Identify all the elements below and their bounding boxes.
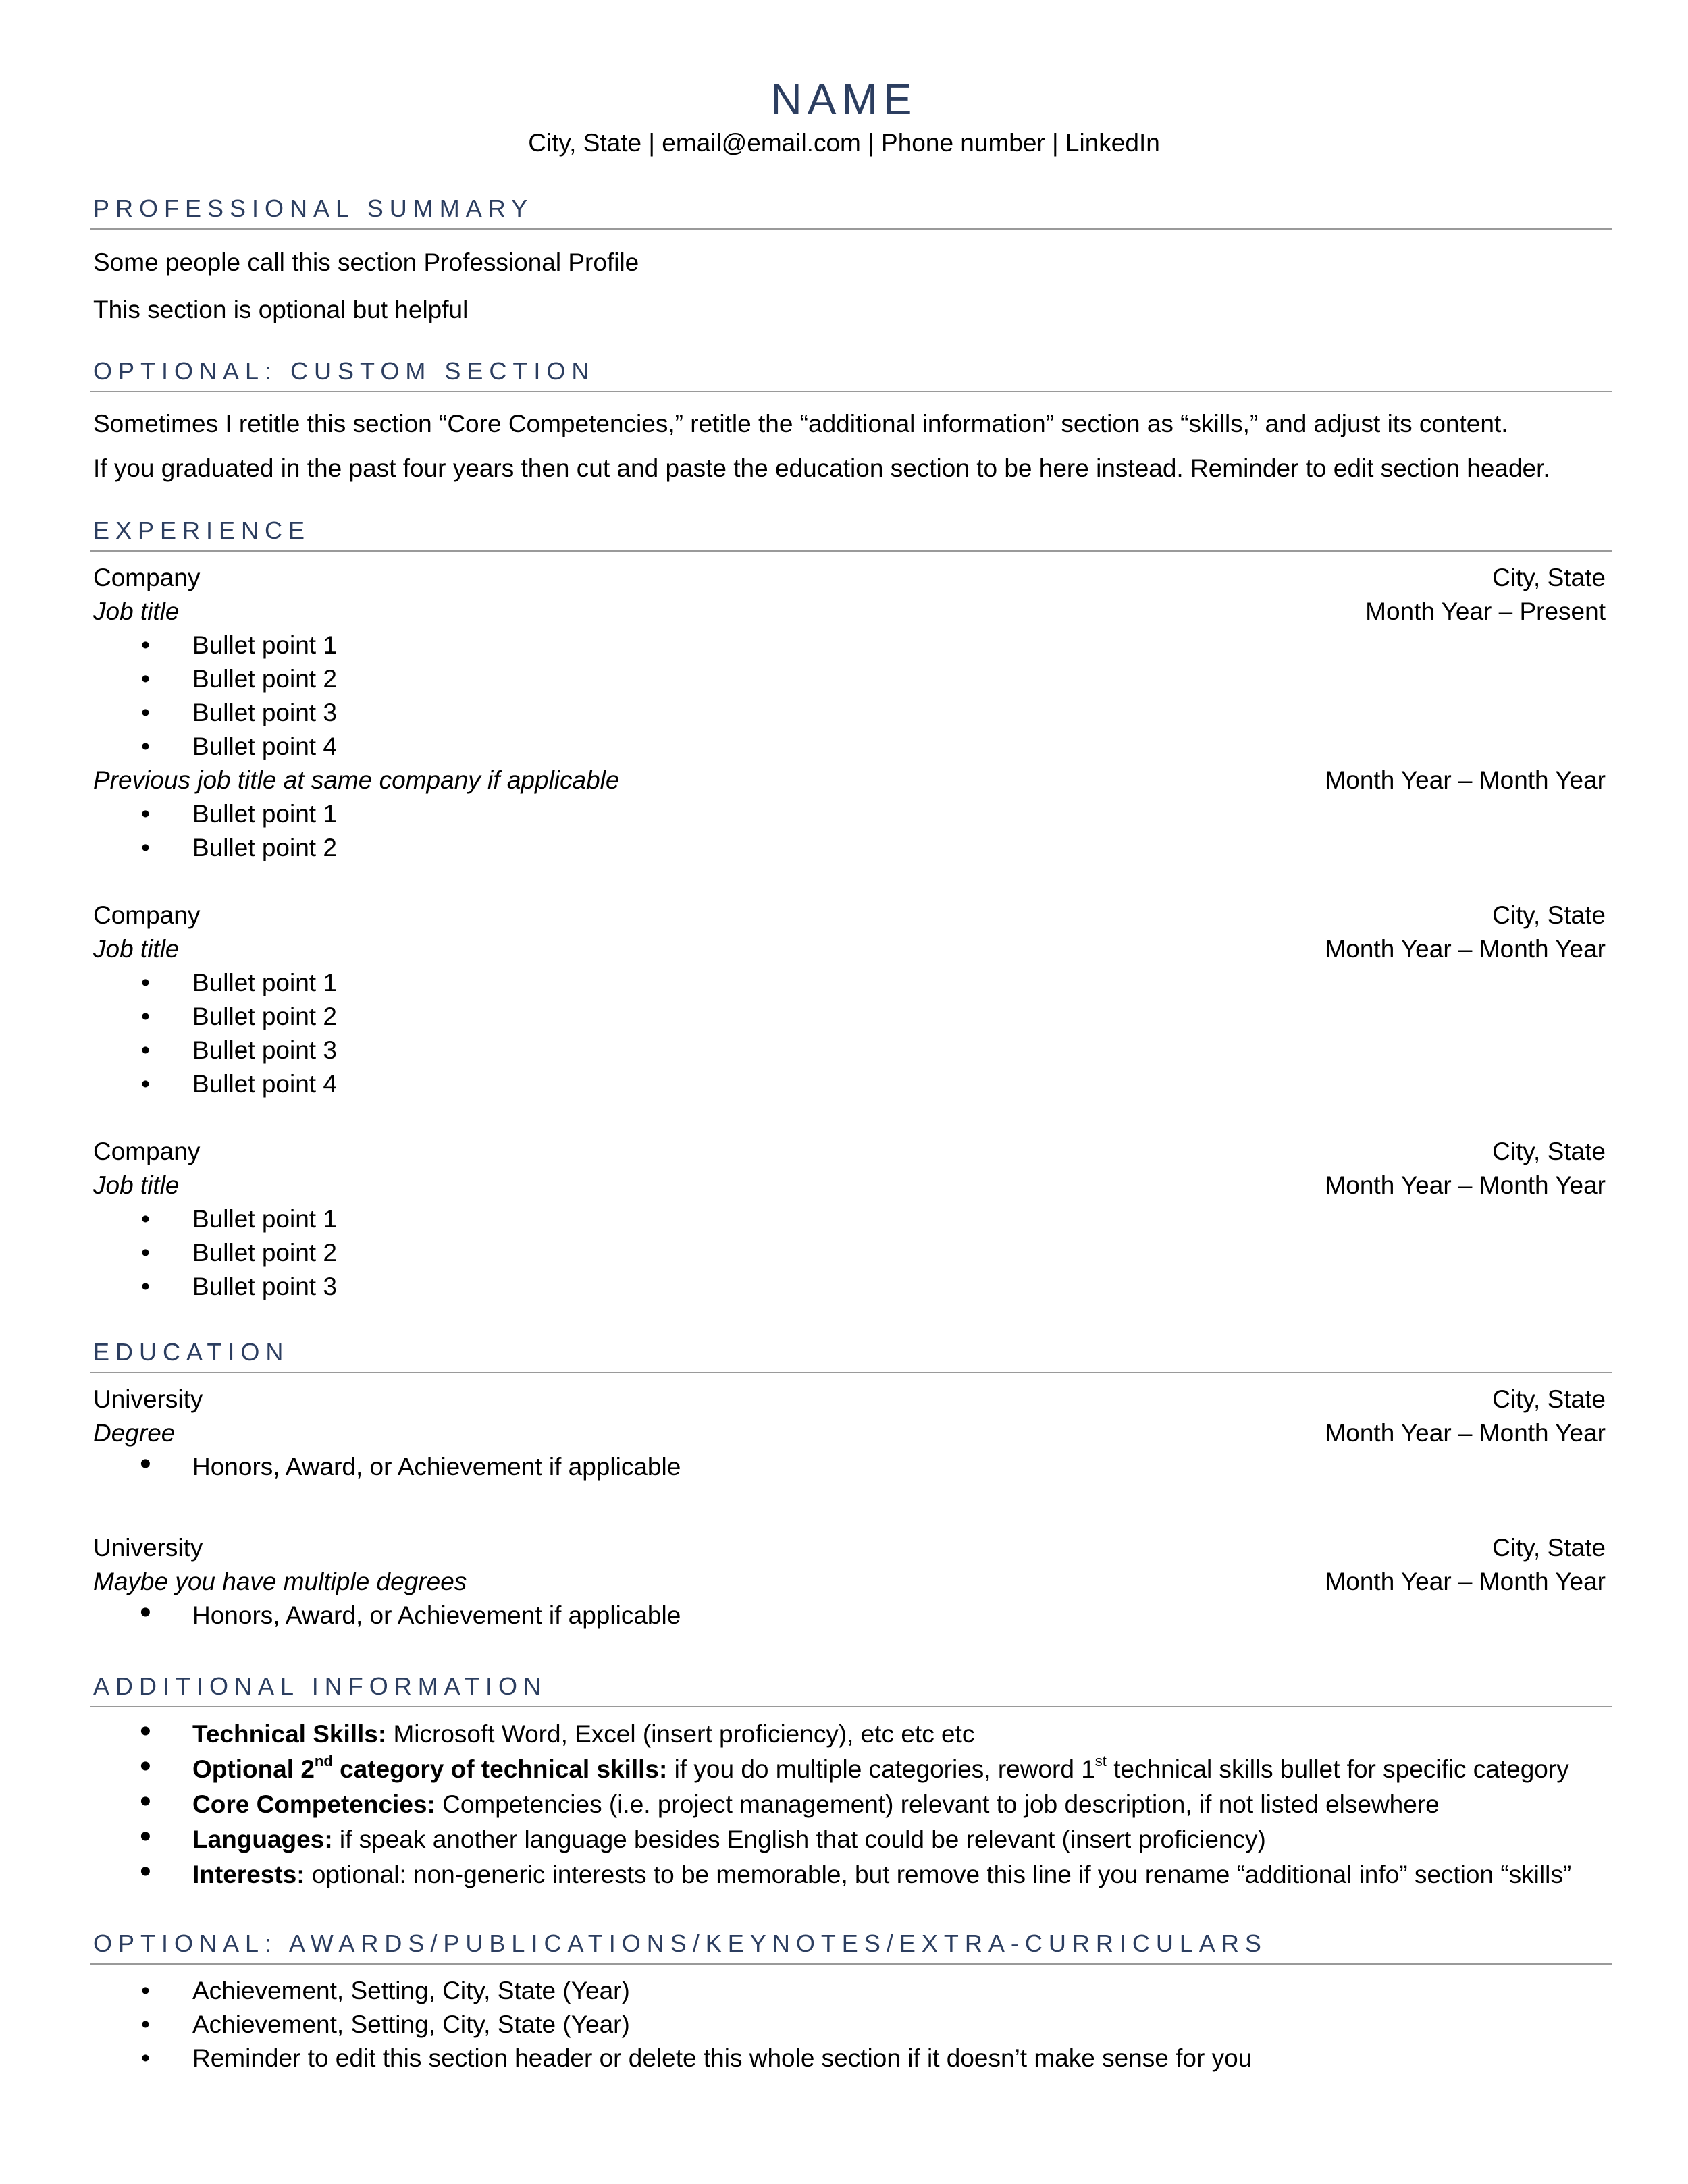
item-text: optional: non-generic interests to be memorable, but remove this line if you rename “additional info” section “skills” <box>305 1861 1572 1888</box>
section-heading: EXPERIENCE <box>90 516 1612 552</box>
section-heading: ADDITIONAL INFORMATION <box>90 1672 1612 1707</box>
degree: Maybe you have multiple degrees <box>93 1568 467 1595</box>
job-location: City, State <box>1492 1138 1606 1165</box>
bullet-item: • Bullet point 3 <box>90 1034 1612 1067</box>
bullet-item: • Bullet point 2 <box>90 662 1612 696</box>
summary-line: Some people call this section Professional Profile <box>93 248 639 276</box>
job-dates: Month Year – Month Year <box>1325 935 1606 963</box>
bullet-list <box>90 1599 1612 1632</box>
company-name: Company <box>93 564 201 591</box>
job-header-row <box>90 899 1612 932</box>
bullet-item <box>90 1787 1612 1822</box>
contact-line: City, State | email@email.com | Phone number | LinkedIn <box>528 129 1160 157</box>
bullet-item: • Bullet point 1 <box>90 629 1612 662</box>
education-dates: Month Year – Month Year <box>1325 1568 1606 1595</box>
job-location: City, State <box>1492 564 1606 591</box>
job-dates: Month Year – Month Year <box>1325 1171 1606 1199</box>
bullet-item <box>90 1752 1612 1787</box>
bullet-item: • Honors, Award, or Achievement if applicable <box>90 1450 1612 1484</box>
summary-line: This section is optional but helpful <box>93 296 469 323</box>
custom-line: If you graduated in the past four years then cut and paste the education section to be here instead. Reminder to edit section header. <box>93 454 1550 482</box>
bullet-item: • Bullet point 1 <box>90 1202 1612 1236</box>
section-custom <box>90 357 1612 491</box>
section-heading: OPTIONAL: CUSTOM SECTION <box>90 357 1612 392</box>
degree-row <box>90 1565 1612 1599</box>
job-title: Job title <box>93 935 180 963</box>
bullet-item: • Bullet point 2 <box>90 1000 1612 1034</box>
bullet-item: • Bullet point 2 <box>90 831 1612 865</box>
school-header-row <box>90 1383 1612 1416</box>
section-awards <box>90 1929 1612 2075</box>
section-education <box>90 1338 1612 1632</box>
bullet-item: • Achievement, Setting, City, State (Year) <box>90 2008 1612 2042</box>
section-experience <box>90 516 1612 1304</box>
bullet-item: • Bullet point 1 <box>90 797 1612 831</box>
bullet-item: • Bullet point 3 <box>90 696 1612 730</box>
section-professional-summary <box>90 194 1612 334</box>
bullet-list <box>90 966 1612 1101</box>
job-entry <box>90 1135 1612 1304</box>
education-entry <box>90 1531 1612 1632</box>
bullet-item: • Bullet point 4 <box>90 1067 1612 1101</box>
item-text: Microsoft Word, Excel (insert proficiency), etc etc etc <box>386 1720 975 1748</box>
section-heading: PROFESSIONAL SUMMARY <box>90 194 1612 230</box>
bullet-item: • Bullet point 1 <box>90 966 1612 1000</box>
job-title-row <box>90 595 1612 629</box>
job-entry <box>90 899 1612 1101</box>
section-additional-information <box>90 1672 1612 1892</box>
school-location: City, State <box>1492 1534 1606 1562</box>
item-text: if speak another language besides English that could be relevant (insert proficiency) <box>332 1826 1266 1853</box>
bullet-list <box>90 1202 1612 1304</box>
item-text: Competencies (i.e. project management) relevant to job description, if not listed elsewhere <box>435 1790 1440 1818</box>
bullet-list <box>90 1974 1612 2075</box>
item-label: Languages: <box>192 1826 333 1853</box>
item-label: Interests: <box>192 1861 305 1888</box>
school-name: University <box>93 1385 203 1413</box>
bullet-list <box>90 1450 1612 1484</box>
degree-row <box>90 1416 1612 1450</box>
job-dates: Month Year – Present <box>1365 597 1606 625</box>
education-entry <box>90 1383 1612 1484</box>
job-header-row <box>90 561 1612 595</box>
job-title: Job title <box>93 597 180 625</box>
previous-title-row <box>90 764 1612 797</box>
bullet-item <box>90 1857 1612 1892</box>
section-heading: EDUCATION <box>90 1338 1612 1373</box>
item-label: Technical Skills: <box>192 1720 387 1748</box>
job-entry <box>90 561 1612 865</box>
item-label: Optional 2nd category of technical skills: <box>192 1752 668 1783</box>
item-label: Core Competencies: <box>192 1790 436 1818</box>
bullet-list <box>90 1717 1612 1892</box>
bullet-item: • Achievement, Setting, City, State (Year) <box>90 1974 1612 2008</box>
bullet-list <box>90 629 1612 764</box>
item-text: if you do multiple categories, reword 1st technical skills bullet for specific category <box>667 1752 1569 1783</box>
bullet-item: • Bullet point 3 <box>90 1270 1612 1304</box>
previous-job-title: Previous job title at same company if applicable <box>93 766 620 794</box>
bullet-list <box>90 797 1612 865</box>
company-name: Company <box>93 901 201 929</box>
job-title: Job title <box>93 1171 180 1199</box>
previous-job-dates: Month Year – Month Year <box>1325 766 1606 794</box>
bullet-item: • Bullet point 4 <box>90 730 1612 764</box>
bullet-item <box>90 1822 1612 1857</box>
bullet-item <box>90 1717 1612 1752</box>
job-title-row <box>90 1169 1612 1202</box>
custom-line: Sometimes I retitle this section “Core Competencies,” retitle the “additional information” section as “skills,” and adjust its content. <box>93 410 1508 437</box>
job-header-row <box>90 1135 1612 1169</box>
degree: Degree <box>93 1419 176 1447</box>
school-location: City, State <box>1492 1385 1606 1413</box>
bullet-item: • Bullet point 2 <box>90 1236 1612 1270</box>
school-header-row <box>90 1531 1612 1565</box>
job-title-row <box>90 932 1612 966</box>
section-heading: OPTIONAL: AWARDS/PUBLICATIONS/KEYNOTES/EXTRA-CURRICULARS <box>90 1929 1612 1965</box>
company-name: Company <box>93 1138 201 1165</box>
job-location: City, State <box>1492 901 1606 929</box>
school-name: University <box>93 1534 203 1562</box>
bullet-item: • Reminder to edit this section header or delete this whole section if it doesn’t make sense for you <box>90 2042 1612 2075</box>
bullet-item: • Honors, Award, or Achievement if applicable <box>90 1599 1612 1632</box>
candidate-name: NAME <box>770 75 918 124</box>
education-dates: Month Year – Month Year <box>1325 1419 1606 1447</box>
